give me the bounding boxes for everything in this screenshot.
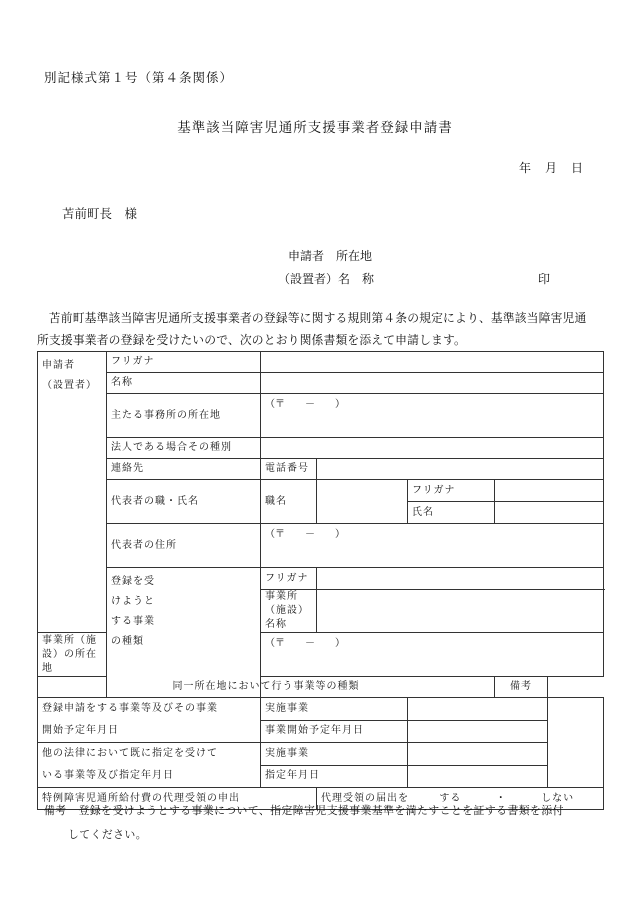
planned-business-line2: 開始予定年月日 bbox=[42, 725, 119, 736]
facility-group-line3: する事業 bbox=[111, 616, 155, 627]
document-title: 基準該当障害児通所支援事業者登録申請書 bbox=[177, 120, 453, 136]
rep-furigana-field[interactable] bbox=[495, 480, 604, 502]
facility-name-label: 事業所（施設）名称 bbox=[261, 590, 317, 633]
corporation-type-field[interactable] bbox=[261, 438, 604, 459]
special-receipt-label: 特例障害児通所給付費の代理受領の申出 bbox=[38, 788, 317, 810]
applicant-address-label: 申請者 所在地 bbox=[288, 249, 373, 263]
rep-furigana-label: フリガナ bbox=[408, 480, 495, 502]
rep-title-name-label: 代表者の職・氏名 bbox=[107, 480, 261, 524]
applicant-group-line1: 申請者 bbox=[42, 360, 75, 371]
option-no[interactable]: しない bbox=[541, 792, 575, 804]
applicant-furigana-field[interactable] bbox=[261, 352, 604, 373]
designated-business-label bbox=[38, 743, 261, 788]
designated-business-line2: いる事業等及び指定年月日 bbox=[42, 770, 174, 781]
application-form-table bbox=[37, 351, 604, 810]
rep-name-label: 氏名 bbox=[408, 502, 495, 524]
option-separator: ・ bbox=[495, 792, 507, 804]
implemented-business-label: 実施事業 bbox=[261, 698, 408, 721]
phone-label: 電話番号 bbox=[261, 459, 317, 480]
notes-line1: 登録を受けようとする事業について、指定障害児支援事業基準を満たすことを証する書類を添付 bbox=[78, 804, 564, 817]
seal-mark: 印 bbox=[538, 272, 551, 286]
position-label: 職名 bbox=[261, 480, 317, 524]
applicant-name-label: （設置者）名 称 bbox=[278, 272, 375, 286]
postal-code-template: （〒 － ） bbox=[265, 638, 345, 649]
notes-label: 備考 bbox=[44, 804, 67, 817]
rep-address-label: 代表者の住所 bbox=[107, 524, 261, 568]
facility-furigana-field[interactable] bbox=[317, 568, 604, 590]
applicant-group-line2: （設置者） bbox=[42, 380, 97, 391]
main-office-address-field[interactable] bbox=[261, 394, 604, 438]
phone-field[interactable] bbox=[317, 459, 604, 480]
facility-furigana-label: フリガナ bbox=[261, 568, 317, 590]
applicant-group-label bbox=[38, 352, 107, 633]
date-line: 年 月 日 bbox=[518, 161, 584, 175]
rep-address-field[interactable] bbox=[261, 524, 604, 568]
implemented-business-field[interactable] bbox=[408, 698, 548, 721]
main-office-address-label: 主たる事務所の所在地 bbox=[107, 394, 261, 438]
applicant-furigana-label: フリガナ bbox=[107, 352, 261, 373]
remarks-header: 備考 bbox=[495, 677, 548, 698]
remarks-field[interactable] bbox=[548, 698, 604, 788]
designated-implemented-label: 実施事業 bbox=[261, 743, 408, 766]
proxy-receipt-label: 代理受領の届出を bbox=[321, 792, 409, 804]
facility-group-line1: 登録を受 bbox=[111, 576, 155, 587]
facility-address-label: 事業所（施設）の所在地 bbox=[38, 633, 107, 677]
applicant-name-field[interactable] bbox=[261, 373, 604, 394]
planned-business-line1: 登録申請をする事業等及びその事業 bbox=[42, 703, 218, 714]
applicant-name-cell: 名称 bbox=[107, 373, 261, 394]
designated-business-line1: 他の法律において既に指定を受けて bbox=[42, 748, 218, 759]
business-start-date-label: 事業開始予定年月日 bbox=[261, 720, 408, 743]
facility-name-field[interactable] bbox=[317, 590, 604, 633]
rep-name-field[interactable] bbox=[495, 502, 604, 524]
contact-label: 連絡先 bbox=[107, 459, 261, 480]
planned-business-label bbox=[38, 698, 261, 743]
form-type-label: 別記様式第１号（第４条関係） bbox=[44, 70, 234, 85]
same-location-header: 同一所在地において行う事業等の種類 bbox=[38, 677, 495, 698]
facility-address-field[interactable] bbox=[261, 633, 604, 677]
designated-implemented-field[interactable] bbox=[408, 743, 548, 766]
facility-group-line2: けようと bbox=[111, 596, 155, 607]
notes-section bbox=[44, 799, 594, 847]
postal-code-template: （〒 － ） bbox=[265, 399, 345, 410]
business-start-date-field[interactable] bbox=[408, 720, 548, 743]
addressee: 苫前町長 様 bbox=[62, 206, 138, 221]
position-field[interactable] bbox=[317, 480, 408, 524]
facility-group-line4: の種類 bbox=[111, 636, 144, 647]
notes-line2: してください。 bbox=[68, 828, 148, 841]
designation-date-label: 指定年月日 bbox=[261, 765, 408, 788]
corporation-type-label: 法人である場合その種別 bbox=[107, 438, 261, 459]
postal-code-template: （〒 － ） bbox=[265, 529, 345, 540]
designation-date-field[interactable] bbox=[408, 765, 548, 788]
intro-paragraph: 苫前町基準該当障害児通所支援事業者の登録等に関する規則第４条の規定により、基準該当障害児通所支援事業者の登録を受けたいので、次のとおり関係書類を添えて申請します。 bbox=[37, 311, 587, 347]
option-yes[interactable]: する bbox=[439, 792, 462, 804]
